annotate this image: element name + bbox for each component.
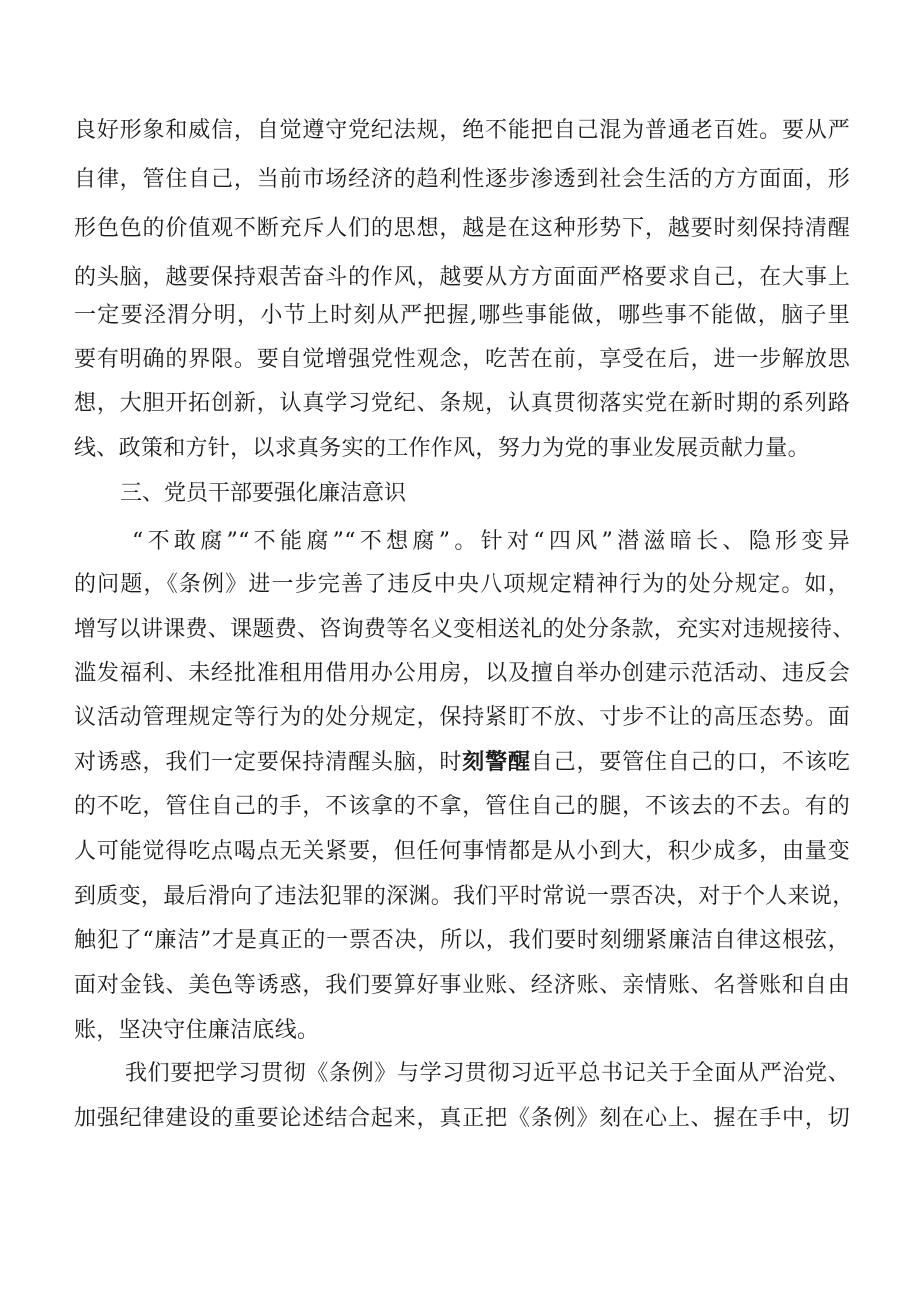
body-text-line: 面对金钱、美色等诱惑，我们要算好事业账、经济账、亲情账、名誉账和自由 — [74, 973, 850, 998]
body-text-line: 人可能觉得吃点喝点无关紧要，但任何事情都是从小到大，积少成多，由量变 — [74, 839, 850, 864]
body-text-line: 要有明确的界限。要自觉增强党性观念，吃苦在前，享受在后，进一步解放思 — [74, 347, 850, 372]
body-text-line: 一定要泾渭分明，小节上时刻从严把握,哪些事能做，哪些事不能做，脑子里 — [74, 303, 850, 328]
body-text-line: 我们要把学习贯彻《条例》与学习贯彻习近平总书记关于全面从严治党、 — [125, 1061, 850, 1086]
emphasized-text: 刻警醒 — [462, 750, 531, 775]
body-text-line: 形色色的价值观不断充斥人们的思想，越是在这种形势下，越要时刻保持清醒 — [74, 216, 850, 241]
body-text-line: 到质变，最后滑向了违法犯罪的深渊。我们平时常说一票否决，对于个人来说， — [74, 884, 855, 909]
body-text-line: 滥发福利、未经批准租用借用办公用房，以及擅自举办创建示范活动、违反会 — [74, 661, 850, 686]
body-text-line: 线、政策和方针，以求真务实的工作作风，努力为党的事业发展贡献力量。 — [74, 436, 810, 461]
text-fragment: 自己，要管住自己的口，不该吃 — [530, 750, 851, 775]
body-text-line: 账，坚决守住廉洁底线。 — [74, 1018, 320, 1043]
body-text-line: 的头脑，越要保持艰苦奋斗的作风，越要从方方面面严格要求自己，在大事上 — [74, 265, 850, 290]
body-text-line: 想，大胆开拓创新，认真学习党纪、条规，认真贯彻落实党在新时期的系列路 — [74, 391, 850, 416]
text-fragment: 对诱惑，我们一定要保持清醒头脑，时 — [74, 750, 463, 775]
body-text-line — [74, 746, 850, 780]
body-text-line: 自律，管住自己，当前市场经济的趋利性逐步渗透到社会生活的方方面面，形 — [74, 167, 850, 192]
body-text-line: 加强纪律建设的重要论述结合起来，真正把《条例》刻在心上、握在手中，切 — [74, 1106, 850, 1131]
body-text-line: 触犯了“廉洁”才是真正的一票否决，所以，我们要时刻绷紧廉洁自律这根弦， — [74, 928, 850, 953]
body-text-line: 的问题，《条例》进一步完善了违反中央八项规定精神行为的处分规定。如， — [74, 572, 850, 597]
body-text-line: 议活动管理规定等行为的处分规定，保持紧盯不放、寸步不让的高压态势。面 — [74, 705, 850, 730]
body-text-line: 增写以讲课费、课题费、咨询费等名义变相送礼的处分条款，充实对违规接待、 — [74, 617, 855, 642]
body-text-line: “不敢腐”“不能腐”“不想腐”。针对“四风”潜滋暗长、隐形变异 — [132, 529, 850, 554]
body-text-line: 良好形象和威信，自觉遵守党纪法规，绝不能把自己混为普通老百姓。要从严 — [74, 118, 850, 143]
body-text-line: 的不吃，管住自己的手，不该拿的不拿，管住自己的腿，不该去的不去。有的 — [74, 794, 850, 819]
section-heading: 三、党员干部要强化廉洁意识 — [120, 481, 407, 506]
